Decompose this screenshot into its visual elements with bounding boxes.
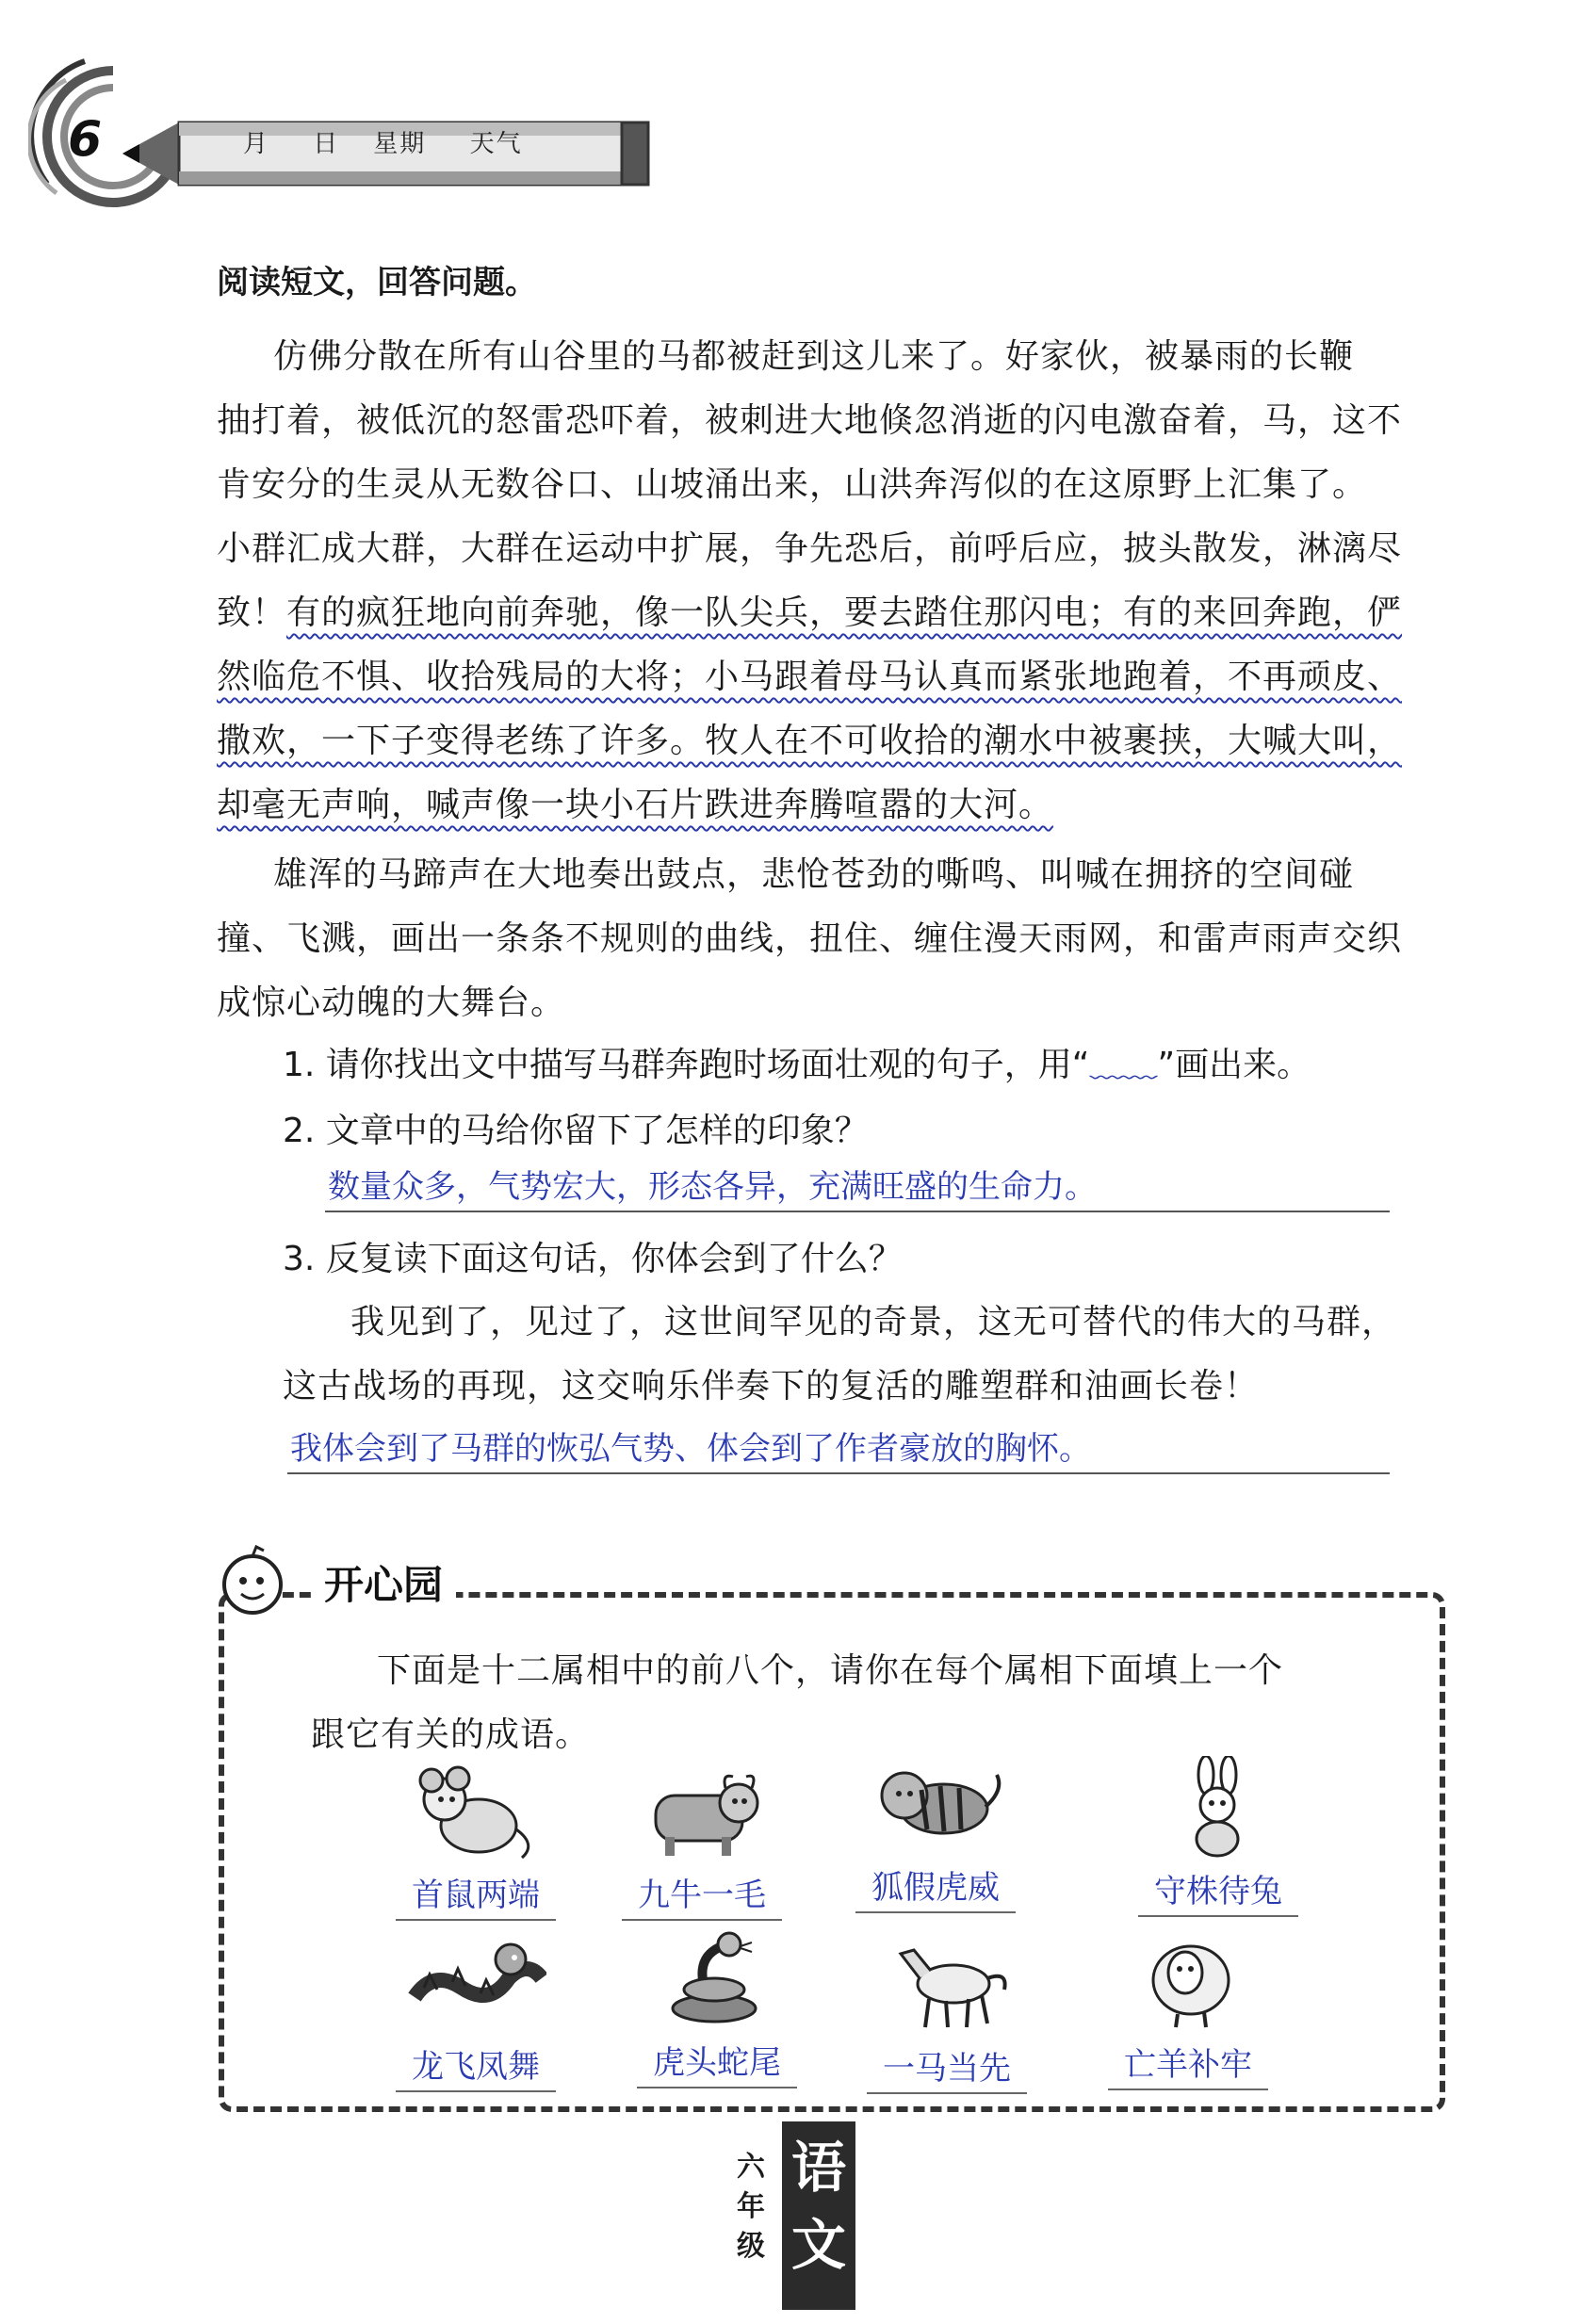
passage-paragraph-2	[217, 0, 1441, 1036]
subject-char: 语	[790, 2136, 846, 2200]
question-1	[283, 1038, 1311, 1086]
quote-line	[283, 1291, 1396, 1355]
passage-line: 小群汇成大群，大群在运动中扩展，争先恐后，前呼后应，披头散发，淋漓尽	[217, 529, 1403, 568]
zodiac-horse	[848, 1933, 1046, 2094]
answer-line	[396, 2090, 556, 2092]
fun-instruction-line: 跟它有关的成语。	[311, 1715, 591, 1754]
weather-label: 天气	[469, 130, 523, 158]
answer-line	[637, 2087, 797, 2088]
rat-icon	[405, 1760, 546, 1863]
grade-label	[730, 2148, 772, 2267]
horse-icon	[876, 1933, 1018, 2037]
passage-line: 肯安分的生灵从无数谷口、山坡涌出来，山洪奔泻似的在这原野上汇集了。	[217, 465, 1368, 504]
zodiac-answer[interactable]: 首鼠两端	[412, 1877, 540, 1914]
zodiac-sheep	[1089, 1929, 1287, 2090]
passage-line: 雄浑的马蹄声在大地奏出鼓点，悲怆苍劲的嘶鸣、叫喊在拥挤的空间碰	[273, 855, 1355, 894]
zodiac-answer[interactable]: 守株待兔	[1154, 1873, 1282, 1910]
question-1-text: 1. 请你找出文中描写马群奔跑时场面壮观的句子，用“	[283, 1046, 1090, 1084]
quote-line: 这古战场的再现，这交响乐伴奏下的复活的雕塑群和油画长卷！	[283, 1367, 1260, 1406]
grade-char: 级	[737, 2230, 765, 2263]
tiger-icon	[865, 1752, 1006, 1856]
zodiac-answer[interactable]: 九牛一毛	[638, 1877, 766, 1914]
quote-text: 我见到了，见过了，这世间罕见的奇景，这无可替代的伟大的马群，	[350, 1303, 1397, 1341]
underlined-sentence: 撒欢，一下子变得老练了许多。牧人在不可收拾的潮水中被裹挟，大喊大叫，	[217, 722, 1403, 760]
sheep-icon	[1117, 1929, 1259, 2033]
rabbit-icon	[1148, 1756, 1289, 1860]
smiley-fruit-icon	[215, 1543, 290, 1618]
snake-icon	[646, 1927, 788, 2031]
underlined-sentence: 然临危不惧、收拾残局的大将；小马跟着母马认真而紧张地跑着，不再顽皮、	[217, 658, 1403, 696]
answer-line	[1108, 2088, 1268, 2090]
question-1-end: ”画出来。	[1157, 1046, 1311, 1084]
subject-label	[782, 2129, 855, 2283]
subject-tab	[782, 2121, 855, 2310]
answer-line	[287, 1472, 1390, 1474]
dragon-icon	[405, 1931, 546, 2035]
zodiac-dragon	[377, 1931, 575, 2092]
passage-text: 致！	[217, 593, 287, 632]
question-2-answer[interactable]: 数量众多，气势宏大，形态各异，充满旺盛的生命力。	[328, 1168, 1097, 1206]
wavy-mark: ﹏﹏	[1089, 1046, 1158, 1084]
passage-line: 仿佛分散在所有山谷里的马都被赶到这儿来了。好家伙，被暴雨的长鞭	[273, 337, 1355, 376]
zodiac-rat	[377, 1760, 575, 1921]
zodiac-answer[interactable]: 虎头蛇尾	[653, 2044, 781, 2082]
passage-line: 撞、飞溅，画出一条条不规则的曲线，扭住、缠住漫天雨网，和雷声雨声交织	[217, 919, 1403, 958]
question-2: 2. 文章中的马给你留下了怎样的印象？	[283, 1112, 869, 1150]
answer-line	[1138, 1915, 1298, 1917]
grade-char: 六	[737, 2151, 765, 2184]
passage-line: 成惊心动魄的大舞台。	[217, 983, 566, 1022]
zodiac-snake	[618, 1927, 816, 2088]
zodiac-tiger	[837, 1752, 1034, 1913]
zodiac-rabbit	[1119, 1756, 1317, 1917]
answer-line	[325, 1211, 1390, 1212]
zodiac-answer[interactable]: 一马当先	[883, 2050, 1011, 2088]
answer-line	[855, 1911, 1016, 1913]
underlined-sentence: 却毫无声响，喊声像一块小石片跌进奔腾喧嚣的大河。	[217, 786, 1054, 824]
zodiac-answer[interactable]: 亡羊补牢	[1124, 2046, 1252, 2084]
answer-line	[622, 1919, 782, 1921]
zodiac-ox	[603, 1760, 801, 1921]
passage-line: 抽打着，被低沉的怒雷恐吓着，被刺进大地倏忽消逝的闪电激奋着，马，这不	[217, 401, 1403, 440]
fun-section-title: 开心园	[311, 1554, 456, 1611]
answer-line	[867, 2092, 1027, 2094]
day-label: 日	[313, 130, 340, 158]
zodiac-answer[interactable]: 龙飞凤舞	[412, 2048, 540, 2086]
answer-line	[396, 1919, 556, 1921]
zodiac-answer[interactable]: 狐假虎威	[871, 1869, 1000, 1907]
ox-icon	[631, 1760, 773, 1863]
fun-instruction-line: 下面是十二属相中的前八个，请你在每个属相下面填上一个	[377, 1651, 1284, 1690]
question-3: 3. 反复读下面这句话，你体会到了什么？	[283, 1240, 903, 1278]
grade-char: 年	[737, 2190, 765, 2223]
subject-char: 文	[790, 2213, 846, 2277]
reading-instruction: 阅读短文，回答问题。	[217, 264, 537, 301]
weekday-label: 星期	[373, 130, 427, 158]
question-3-answer[interactable]: 我体会到了马群的恢弘气势、体会到了作者豪放的胸怀。	[290, 1430, 1091, 1468]
page-number: 6	[68, 111, 103, 168]
month-label: 月	[243, 130, 270, 158]
underlined-sentence: 有的疯狂地向前奔驰，像一队尖兵，要去踏住那闪电；有的来回奔跑，俨	[286, 593, 1403, 632]
